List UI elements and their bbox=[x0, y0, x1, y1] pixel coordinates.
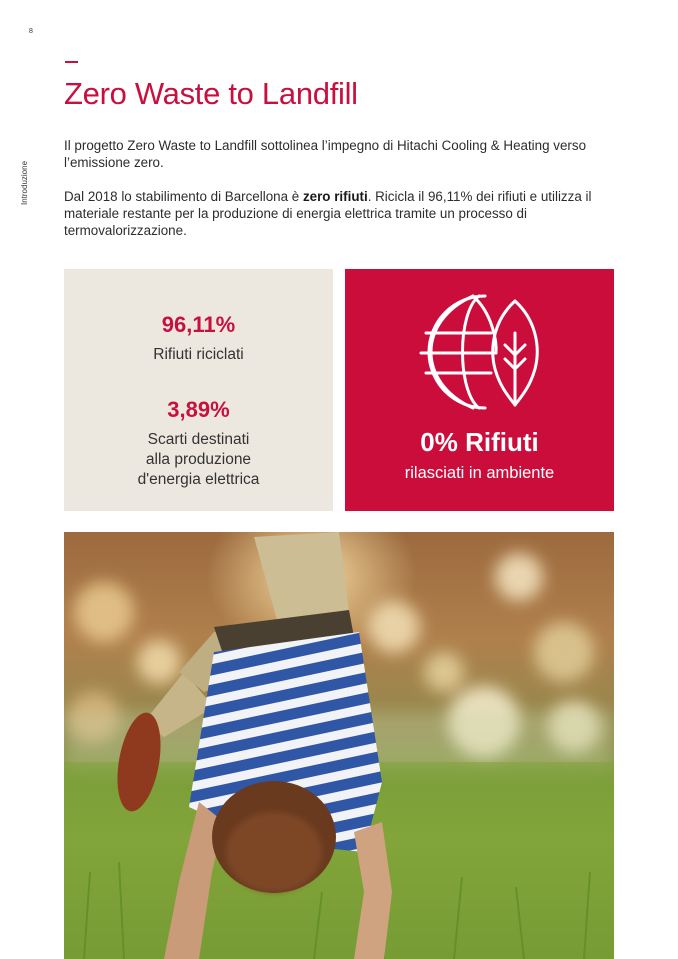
intro-paragraph-2-bold: zero rifiuti bbox=[302, 189, 368, 204]
photo-illustration bbox=[64, 532, 614, 959]
intro-paragraph-2 bbox=[64, 188, 624, 239]
zero-waste-panel bbox=[345, 269, 614, 511]
recycled-percentage: 96,11% bbox=[161, 312, 236, 337]
stats-panel bbox=[64, 269, 333, 511]
child-handstand-photo bbox=[64, 532, 614, 959]
intro-paragraph-2-start: Dal 2018 lo stabilimento di Barcellona è bbox=[64, 189, 303, 204]
intro-paragraph-2-end: . Ricicla il 96,11% dei rifiuti e utilizza il materiale restante per la produzione di energia elettrica tramite un processo di termovalorizzazione. bbox=[64, 189, 592, 238]
energy-label-line-2: alla produzione bbox=[145, 451, 252, 468]
energy-label-line-3: d'energia elettrica bbox=[137, 471, 260, 488]
energy-label-line-1: Scarti destinati bbox=[147, 431, 250, 448]
energy-label bbox=[64, 430, 333, 490]
zero-waste-value: 0% Rifiuti bbox=[420, 427, 539, 457]
page-title: Zero Waste to Landfill bbox=[64, 76, 358, 111]
intro-paragraph-1: Il progetto Zero Waste to Landfill sottolinea l’impegno di Hitachi Cooling & Heating verso l’emissione zero. bbox=[64, 138, 587, 170]
accent-dash bbox=[65, 61, 78, 63]
globe-leaf-icon bbox=[417, 291, 543, 413]
section-label: Introduzione bbox=[20, 160, 29, 205]
recycled-label: Rifiuti riciclati bbox=[153, 346, 244, 363]
page-number: 8 bbox=[29, 28, 33, 35]
energy-percentage: 3,89% bbox=[167, 397, 230, 422]
zero-waste-label: rilasciati in ambiente bbox=[404, 464, 555, 482]
